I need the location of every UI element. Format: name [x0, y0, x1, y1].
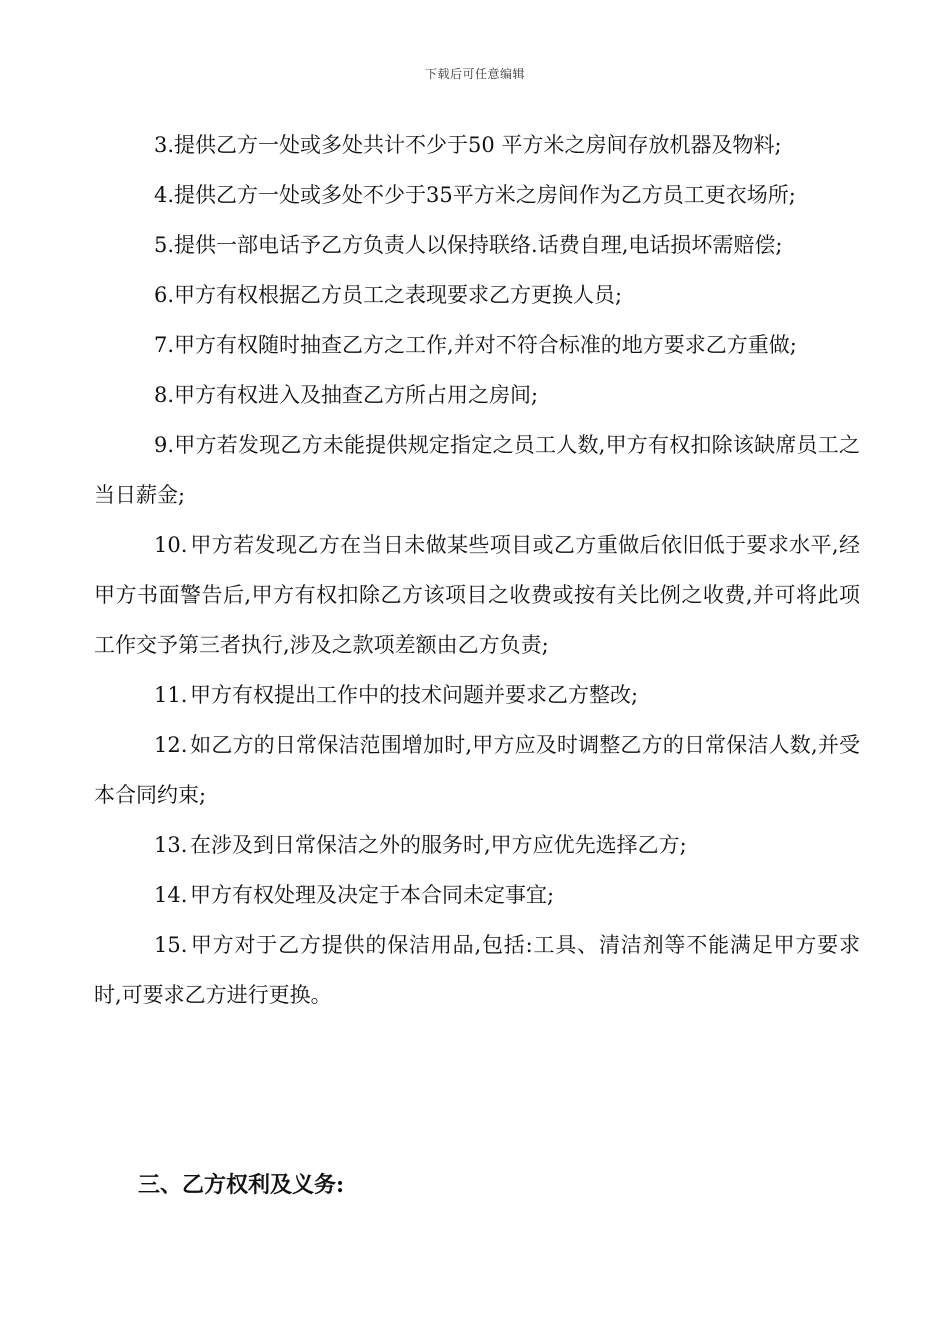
- clause-number: 6.: [154, 283, 175, 307]
- clause-number: 4.: [154, 183, 175, 207]
- clause-number: 14.: [154, 883, 188, 907]
- clause-text: 甲方有权根据乙方员工之表现要求乙方更换人员;: [174, 283, 623, 307]
- clause-list: [94, 120, 860, 1020]
- clause-item: [94, 420, 860, 520]
- section-heading: 三、乙方权利及义务:: [138, 1172, 345, 1198]
- clause-number: 9.: [154, 433, 175, 457]
- page-header: 下载后可任意编辑: [424, 67, 525, 81]
- clause-item: [94, 370, 860, 420]
- clause-number: 13.: [154, 833, 188, 857]
- clause-text: 提供乙方一处或多处不少于35平方米之房间作为乙方员工更衣场所;: [174, 183, 796, 207]
- clause-text: 甲方若发现乙方在当日未做某些项目或乙方重做后依旧低于要求水平,经甲方书面警告后,甲方有权扣除乙方该项目之收费或按有关比例之收费,并可将此项工作交予第三者执行,涉及之款项差额由乙方负责;: [94, 533, 860, 657]
- clause-item: [94, 320, 860, 370]
- clause-number: 8.: [154, 383, 175, 407]
- clause-number: 7.: [154, 333, 175, 357]
- clause-text: 甲方对于乙方提供的保洁用品,包括:工具、清洁剂等不能满足甲方要求时,可要求乙方进行更换。: [94, 933, 860, 1007]
- clause-text: 甲方有权处理及决定于本合同未定事宜;: [190, 883, 555, 907]
- clause-number: 5.: [154, 233, 175, 257]
- clause-number: 10.: [154, 533, 188, 557]
- clause-text: 提供一部电话予乙方负责人以保持联络.话费自理,电话损坏需赔偿;: [174, 233, 783, 257]
- clause-text: 如乙方的日常保洁范围增加时,甲方应及时调整乙方的日常保洁人数,并受本合同约束;: [94, 733, 860, 807]
- clause-item: [94, 520, 860, 670]
- clause-item: [94, 670, 860, 720]
- clause-text: 提供乙方一处或多处共计不少于50 平方米之房间存放机器及物料;: [174, 133, 782, 157]
- clause-item: [94, 870, 860, 920]
- clause-number: 11.: [154, 683, 188, 707]
- clause-item: [94, 820, 860, 870]
- clause-item: [94, 720, 860, 820]
- clause-number: 15.: [154, 933, 188, 957]
- clause-text: 甲方有权进入及抽查乙方所占用之房间;: [174, 383, 539, 407]
- clause-text: 在涉及到日常保洁之外的服务时,甲方应优先选择乙方;: [190, 833, 687, 857]
- clause-number: 12.: [154, 733, 188, 757]
- clause-item: [94, 170, 860, 220]
- clause-item: [94, 220, 860, 270]
- clause-number: 3.: [154, 133, 175, 157]
- clause-text: 甲方有权随时抽查乙方之工作,并对不符合标准的地方要求乙方重做;: [174, 333, 797, 357]
- clause-item: [94, 270, 860, 320]
- clause-item: [94, 120, 860, 170]
- clause-text: 甲方有权提出工作中的技术问题并要求乙方整改;: [190, 683, 639, 707]
- clause-text: 甲方若发现乙方未能提供规定指定之员工人数,甲方有权扣除该缺席员工之当日薪金;: [94, 433, 860, 507]
- clause-item: [94, 920, 860, 1020]
